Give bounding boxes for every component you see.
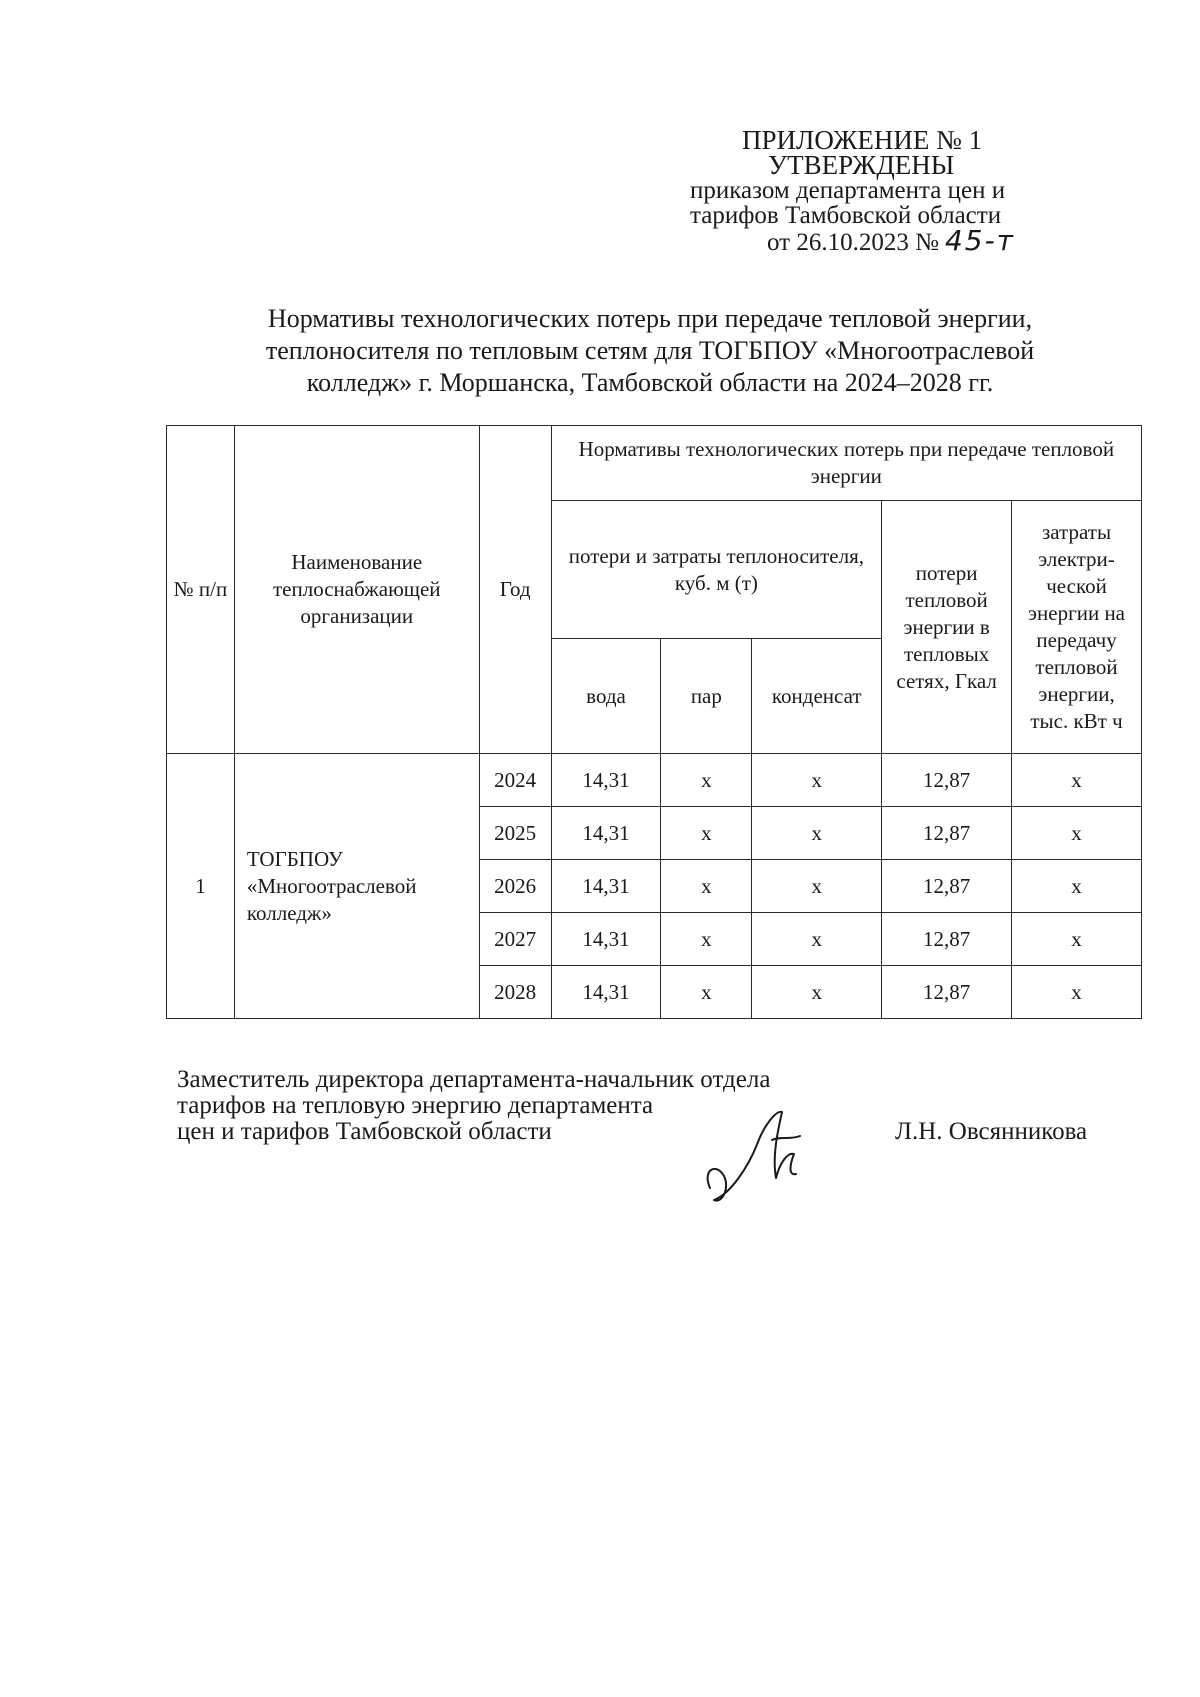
signer-position-line2: тарифов на тепловую энергию департамента (177, 1092, 654, 1119)
header-electricity: затраты электри-ческой энергии на передачу тепловой энергии, тыс. кВт ч (1012, 501, 1142, 754)
header-water: вода (551, 639, 661, 754)
appendix-label: ПРИЛОЖЕНИЕ № 1 (742, 125, 983, 155)
cell-elec: x (1012, 860, 1142, 913)
approval-date: от 26.10.2023 № (767, 229, 939, 256)
title-line-2: теплоносителя по тепловым сетям для ТОГБПОУ «Многоотраслевой (265, 336, 1035, 365)
cell-condensate: x (752, 860, 882, 913)
cell-steam: x (661, 913, 752, 966)
cell-water: 14,31 (551, 807, 661, 860)
approved-label: УТВЕРЖДЕНЫ (768, 150, 955, 180)
cell-elec: x (1012, 754, 1142, 807)
approval-order-line2: тарифов Тамбовской области (690, 202, 1002, 229)
header-group: Нормативы технологических потерь при передаче тепловой энергии (551, 426, 1141, 501)
cell-steam: x (661, 754, 752, 807)
signer-name: Л.Н. Овсянникова (895, 1118, 1088, 1145)
header-coolant: потери и затраты теплоносителя, куб. м (т) (551, 501, 882, 639)
cell-elec: x (1012, 913, 1142, 966)
cell-elec: x (1012, 807, 1142, 860)
cell-condensate: x (752, 913, 882, 966)
cell-heat: 12,87 (882, 860, 1012, 913)
cell-condensate: x (752, 754, 882, 807)
header-org: Наименование теплоснабжающей организации (234, 426, 479, 754)
title-line-3: колледж» г. Моршанска, Тамбовской области на 2024–2028 гг. (306, 368, 994, 397)
cell-year: 2028 (479, 966, 551, 1019)
cell-heat: 12,87 (882, 754, 1012, 807)
cell-water: 14,31 (551, 860, 661, 913)
cell-water: 14,31 (551, 754, 661, 807)
cell-year: 2025 (479, 807, 551, 860)
org-name: ТОГБПОУ «Многоотраслевой колледж» (234, 754, 479, 1019)
cell-condensate: x (752, 966, 882, 1019)
header-year: Год (479, 426, 551, 754)
cell-condensate: x (752, 807, 882, 860)
cell-steam: x (661, 807, 752, 860)
approval-order-line1: приказом департамента цен и (690, 177, 1006, 204)
signer-position-line1: Заместитель директора департамента-начальник отдела (177, 1066, 771, 1093)
cell-elec: x (1012, 966, 1142, 1019)
header-condensate: конденсат (752, 639, 882, 754)
approval-block (690, 125, 1090, 257)
cell-year: 2027 (479, 913, 551, 966)
handwritten-signature (700, 1100, 810, 1210)
header-num: № п/п (167, 426, 235, 754)
cell-water: 14,31 (551, 966, 661, 1019)
cell-year: 2026 (479, 860, 551, 913)
cell-heat: 12,87 (882, 913, 1012, 966)
signer-position-line3: цен и тарифов Тамбовской области (177, 1118, 552, 1145)
cell-steam: x (661, 966, 752, 1019)
table-row (167, 754, 1142, 807)
cell-heat: 12,87 (882, 807, 1012, 860)
cell-heat: 12,87 (882, 966, 1012, 1019)
header-steam: пар (661, 639, 752, 754)
signature-block (177, 1067, 1157, 1145)
title-line-1: Нормативы технологических потерь при передаче тепловой энергии, (267, 304, 1033, 333)
cell-steam: x (661, 860, 752, 913)
document-title (150, 303, 1150, 399)
cell-water: 14,31 (551, 913, 661, 966)
norms-table (166, 425, 1142, 1019)
cell-year: 2024 (479, 754, 551, 807)
approval-date-line (690, 224, 1090, 257)
header-heat-loss: потери тепловой энергии в тепловых сетях, Гкал (882, 501, 1012, 754)
org-number: 1 (167, 754, 235, 1019)
handwritten-order-number: 45-т (944, 224, 1015, 257)
